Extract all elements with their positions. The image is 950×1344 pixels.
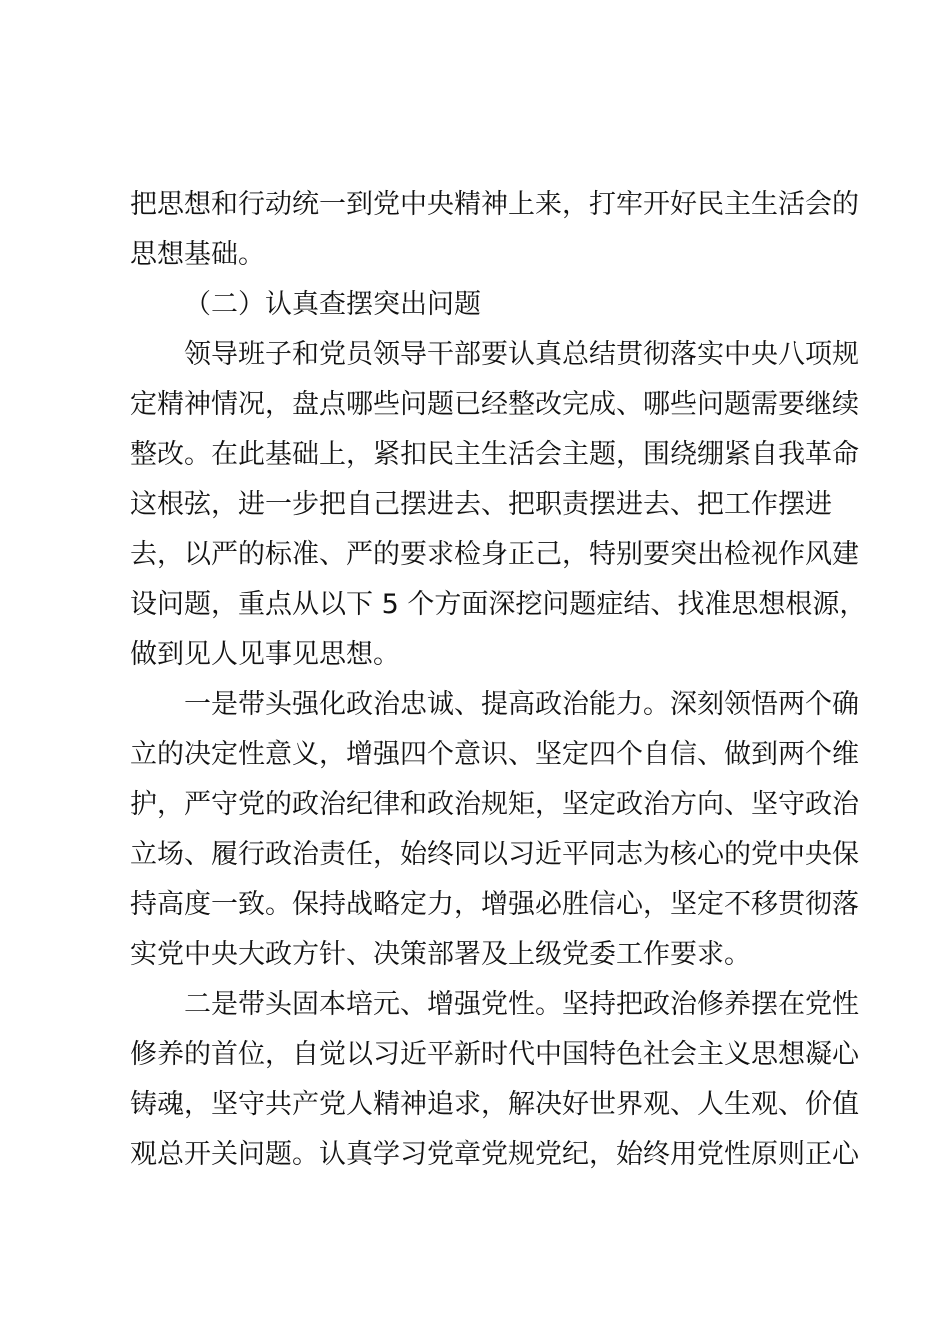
- paragraph: [130, 980, 859, 1180]
- section-heading: [130, 280, 832, 330]
- paragraph: [130, 180, 859, 280]
- text-line: 实党中央大政方针、决策部署及上级党委工作要求。: [130, 939, 751, 970]
- text-line: 二是带头固本培元、增强党性。坚持把政治修养摆在党性: [184, 989, 859, 1020]
- text-line: 观总开关问题。认真学习党章党规党纪，始终用党性原则正心: [130, 1139, 859, 1170]
- text-line: 立的决定性意义，增强四个意识、坚定四个自信、做到两个维: [130, 739, 859, 770]
- text-line: 修养的首位，自觉以习近平新时代中国特色社会主义思想凝心: [130, 1039, 859, 1070]
- text-line: 整改。在此基础上，紧扣民主生活会主题，围绕绷紧自我革命: [130, 439, 859, 470]
- text-line: 这根弦，进一步把自己摆进去、把职责摆进去、把工作摆进: [130, 489, 832, 520]
- text-line: 立场、履行政治责任，始终同以习近平同志为核心的党中央保: [130, 839, 859, 870]
- paragraph: [130, 680, 859, 980]
- text-line: 护，严守党的政治纪律和政治规矩，坚定政治方向、坚守政治: [130, 789, 859, 820]
- text-line: 思想基础。: [130, 239, 265, 270]
- text-line: 做到见人见事见思想。: [130, 639, 400, 670]
- text-line: 定精神情况，盘点哪些问题已经整改完成、哪些问题需要继续: [130, 389, 859, 420]
- document-page: [130, 180, 867, 1180]
- text-line: 设问题，重点从以下 5 个方面深挖问题症结、找准思想根源，: [130, 589, 867, 620]
- paragraph: [130, 330, 867, 680]
- text-line: 一是带头强化政治忠诚、提高政治能力。深刻领悟两个确: [184, 689, 859, 720]
- text-line: 持高度一致。保持战略定力，增强必胜信心，坚定不移贯彻落: [130, 889, 859, 920]
- text-line: 去，以严的标准、严的要求检身正己，特别要突出检视作风建: [130, 539, 859, 570]
- text-line: 领导班子和党员领导干部要认真总结贯彻落实中央八项规: [184, 339, 859, 370]
- text-line: 把思想和行动统一到党中央精神上来，打牢开好民主生活会的: [130, 189, 859, 220]
- text-line: 铸魂，坚守共产党人精神追求，解决好世界观、人生观、价值: [130, 1089, 859, 1120]
- text-line: （二）认真查摆突出问题: [184, 289, 481, 320]
